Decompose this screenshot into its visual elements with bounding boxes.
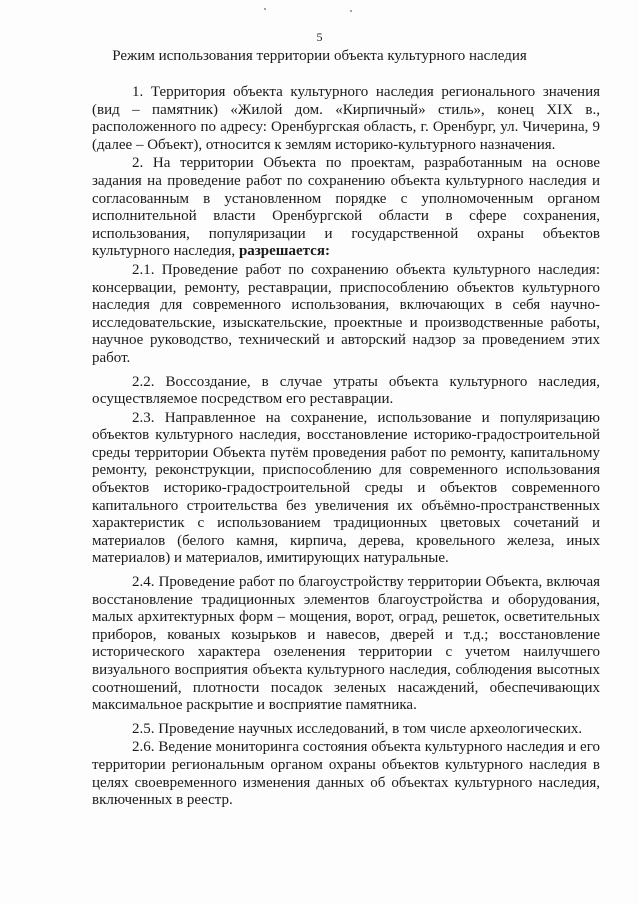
paragraph-2	[92, 155, 600, 261]
paragraph-text: 2.1. Проведение работ по сохранению объекта культурного наследия: консервации, ремонту, реставрации, приспособлению объектов культурного наследия для современного использования, включающих в себя научно-исследовательские, изыскательские, проектные и производственные работы, научное руководство, технический и авторский надзор за проведением этих работ.	[92, 261, 600, 366]
paragraph-text: 2.2. Воссоздание, в случае утраты объекта культурного наследия, осуществляемое посредством его реставрации.	[92, 373, 600, 408]
document-title: Режим использования территории объекта культурного наследия	[112, 48, 527, 64]
paragraph-2-2	[92, 374, 600, 409]
document-body	[92, 84, 600, 816]
paragraph-2-5	[92, 721, 600, 739]
paragraph-2-3	[92, 410, 600, 568]
paragraph-2-4	[92, 574, 600, 715]
page-number: 5	[316, 30, 323, 44]
paragraph-text: 2.6. Ведение мониторинга состояния объекта культурного наследия и его территории региональным органом охраны объектов культурного наследия в целях своевременного изменения данных об объектах культурного наследия, включенных в реестр.	[92, 739, 600, 809]
paragraph-2-6	[92, 739, 600, 809]
scan-speck	[264, 8, 266, 10]
paragraph-2-1	[92, 262, 600, 368]
paragraph-text: 2.4. Проведение работ по благоустройству территории Объекта, включая восстановление традиционных элементов благоустройства и оборудования, малых архитектурных форм – мощения, ворот, оград, решеток, осветительных приборов, кованых козырьков и навесов, дверей и т.д.; восстановление исторического характера озеленения территории с учетом наилучшего визуального восприятия объекта культурного наследия, соблюдения высотных соотношений, плотности посадок зеленых насаждений, обеспечивающих максимальное раскрытие и восприятие памятника.	[92, 574, 600, 714]
scan-speck	[350, 10, 352, 12]
paragraph-1	[92, 84, 600, 154]
paragraph-bold-text: разрешается:	[238, 243, 330, 260]
paragraph-text: 2.5. Проведение научных исследований, в том числе археологических.	[132, 720, 583, 737]
paragraph-text: 1. Территория объекта культурного наследия регионального значения (вид – памятник) «Жилой дом. «Кирпичный» стиль», конец XIX в., расположенного по адресу: Оренбургская область, г. Оренбург, ул. Чичерина, 9 (далее – Объект), относится к землям историко-культурного назначения.	[92, 84, 600, 153]
paragraph-text: 2. На территории Объекта по проектам, разработанным на основе задания на проведение работ по сохранению объекта культурного наследия и согласованным в установленном порядке с уполномоченным органом исполнительной власти Оренбургской области в сфере сохранения, использования, популяризации и государственной охраны объектов культурного наследия,	[92, 155, 600, 260]
paragraph-text: 2.3. Направленное на сохранение, использование и популяризацию объектов культурного наследия, восстановление историко-градостроительной среды территории Объекта путём проведения работ по ремонту, капитальному ремонту, реконструкции, приспособлению для современного использования объектов историко-градостроительной среды и объектов современного капитального строительства без увеличения их объёмно-пространственных характеристик с использованием традиционных цветовых сочетаний и материалов (белого камня, кирпича, дерева, кровельного железа, иных материалов) и материалов, имитирующих натуральные.	[92, 409, 600, 567]
